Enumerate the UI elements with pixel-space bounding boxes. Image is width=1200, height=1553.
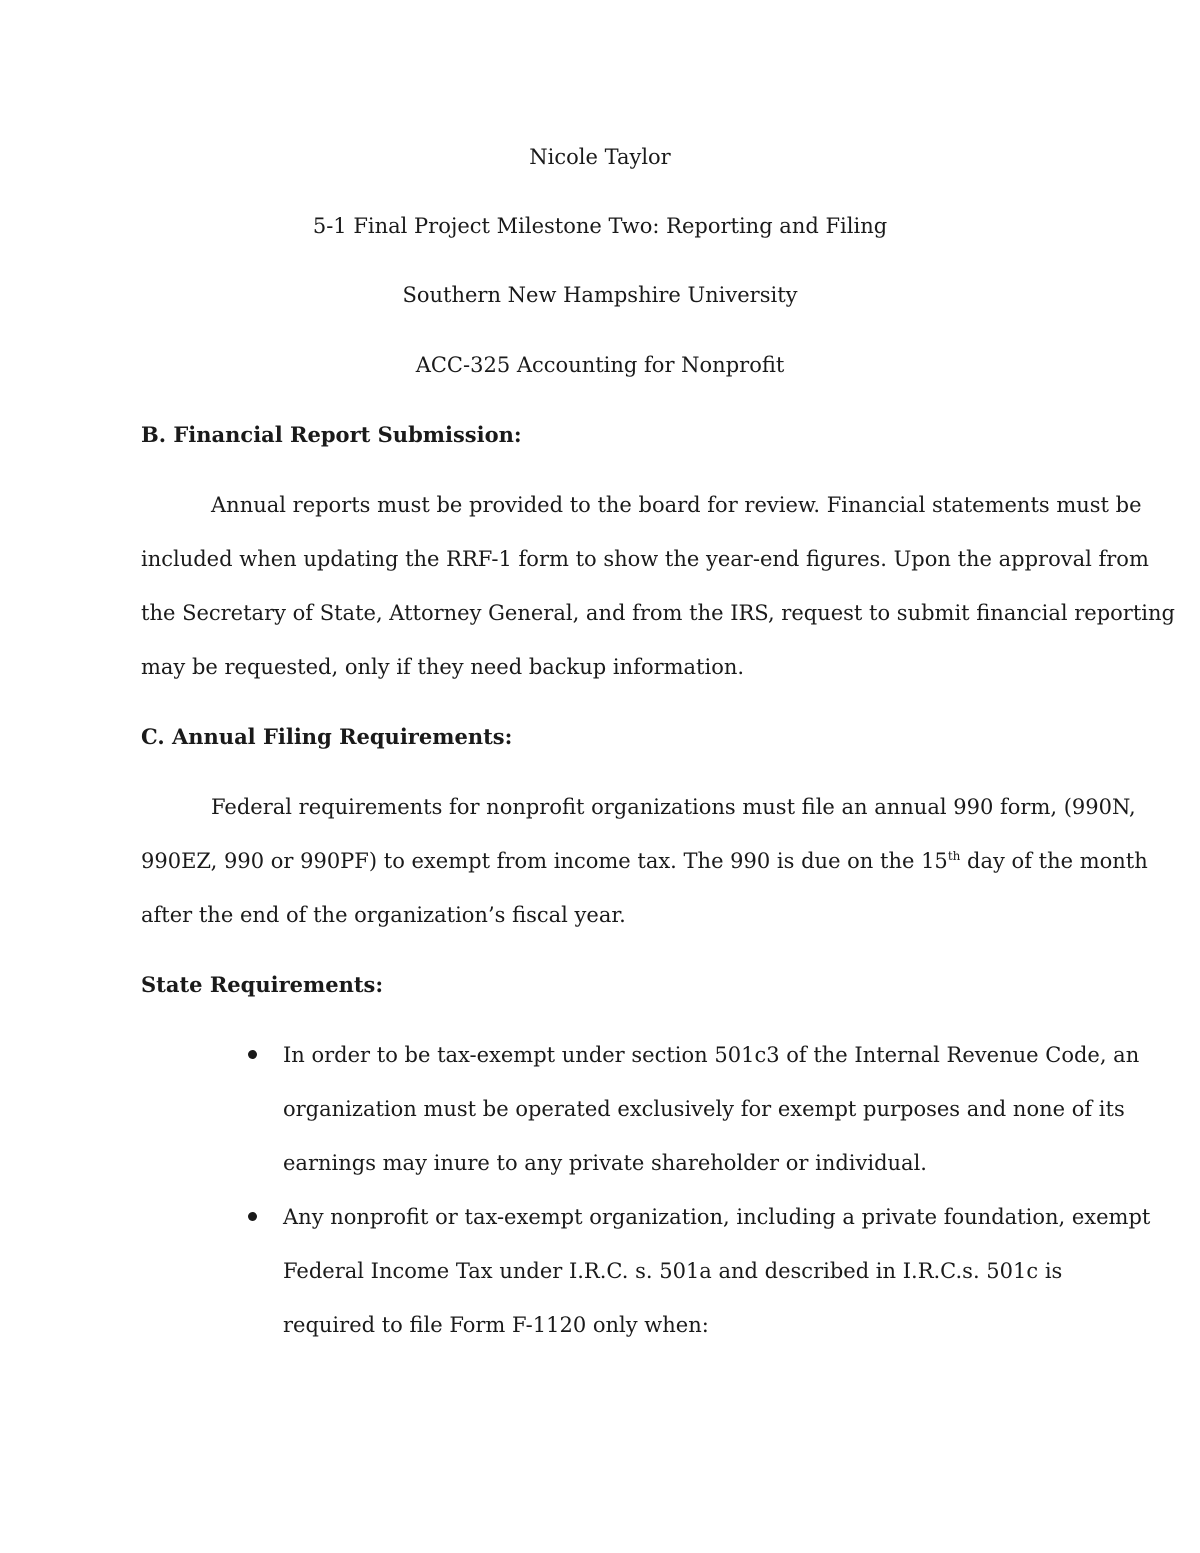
section-b-line: the Secretary of State, Attorney General, and from the IRS, request to submit financial reporting [141, 601, 1175, 625]
bullet-line: Any nonprofit or tax-exempt organization, including a private foundation, exempt [283, 1205, 1151, 1229]
section-c-line [141, 847, 1148, 875]
bullet-line: earnings may inure to any private shareholder or individual. [283, 1151, 927, 1175]
section-b-line: Annual reports must be provided to the board for review. Financial statements must be [211, 493, 1142, 517]
section-c-line-text: day of the month [960, 849, 1148, 873]
state-requirements-heading: State Requirements: [141, 972, 384, 997]
bullet-line: Federal Income Tax under I.R.C. s. 501a and described in I.R.C.s. 501c is [283, 1259, 1063, 1283]
author-name: Nicole Taylor [529, 145, 671, 169]
bullet-line: organization must be operated exclusively for exempt purposes and none of its [283, 1097, 1125, 1121]
section-b-line: may be requested, only if they need backup information. [141, 655, 745, 679]
ordinal-suffix: th [947, 849, 961, 863]
section-c-line: Federal requirements for nonprofit organizations must file an annual 990 form, (990N, [211, 795, 1136, 819]
bullet-icon [248, 1212, 257, 1221]
institution-name: Southern New Hampshire University [402, 283, 798, 307]
assignment-title: 5-1 Final Project Milestone Two: Reporting and Filing [312, 214, 888, 238]
section-c-heading: C. Annual Filing Requirements: [141, 724, 513, 749]
section-b-heading: B. Financial Report Submission: [141, 422, 522, 447]
bullet-icon [248, 1050, 257, 1059]
bullet-line: In order to be tax-exempt under section 501c3 of the Internal Revenue Code, an [283, 1043, 1140, 1067]
course-name: ACC-325 Accounting for Nonprofit [415, 353, 785, 377]
bullet-line: required to file Form F-1120 only when: [283, 1313, 709, 1337]
section-c-line-text: 990EZ, 990 or 990PF) to exempt from income tax. The 990 is due on the 15 [141, 849, 948, 873]
section-c-line: after the end of the organization’s fiscal year. [141, 903, 626, 927]
section-b-line: included when updating the RRF-1 form to show the year-end figures. Upon the approval from [141, 547, 1149, 571]
